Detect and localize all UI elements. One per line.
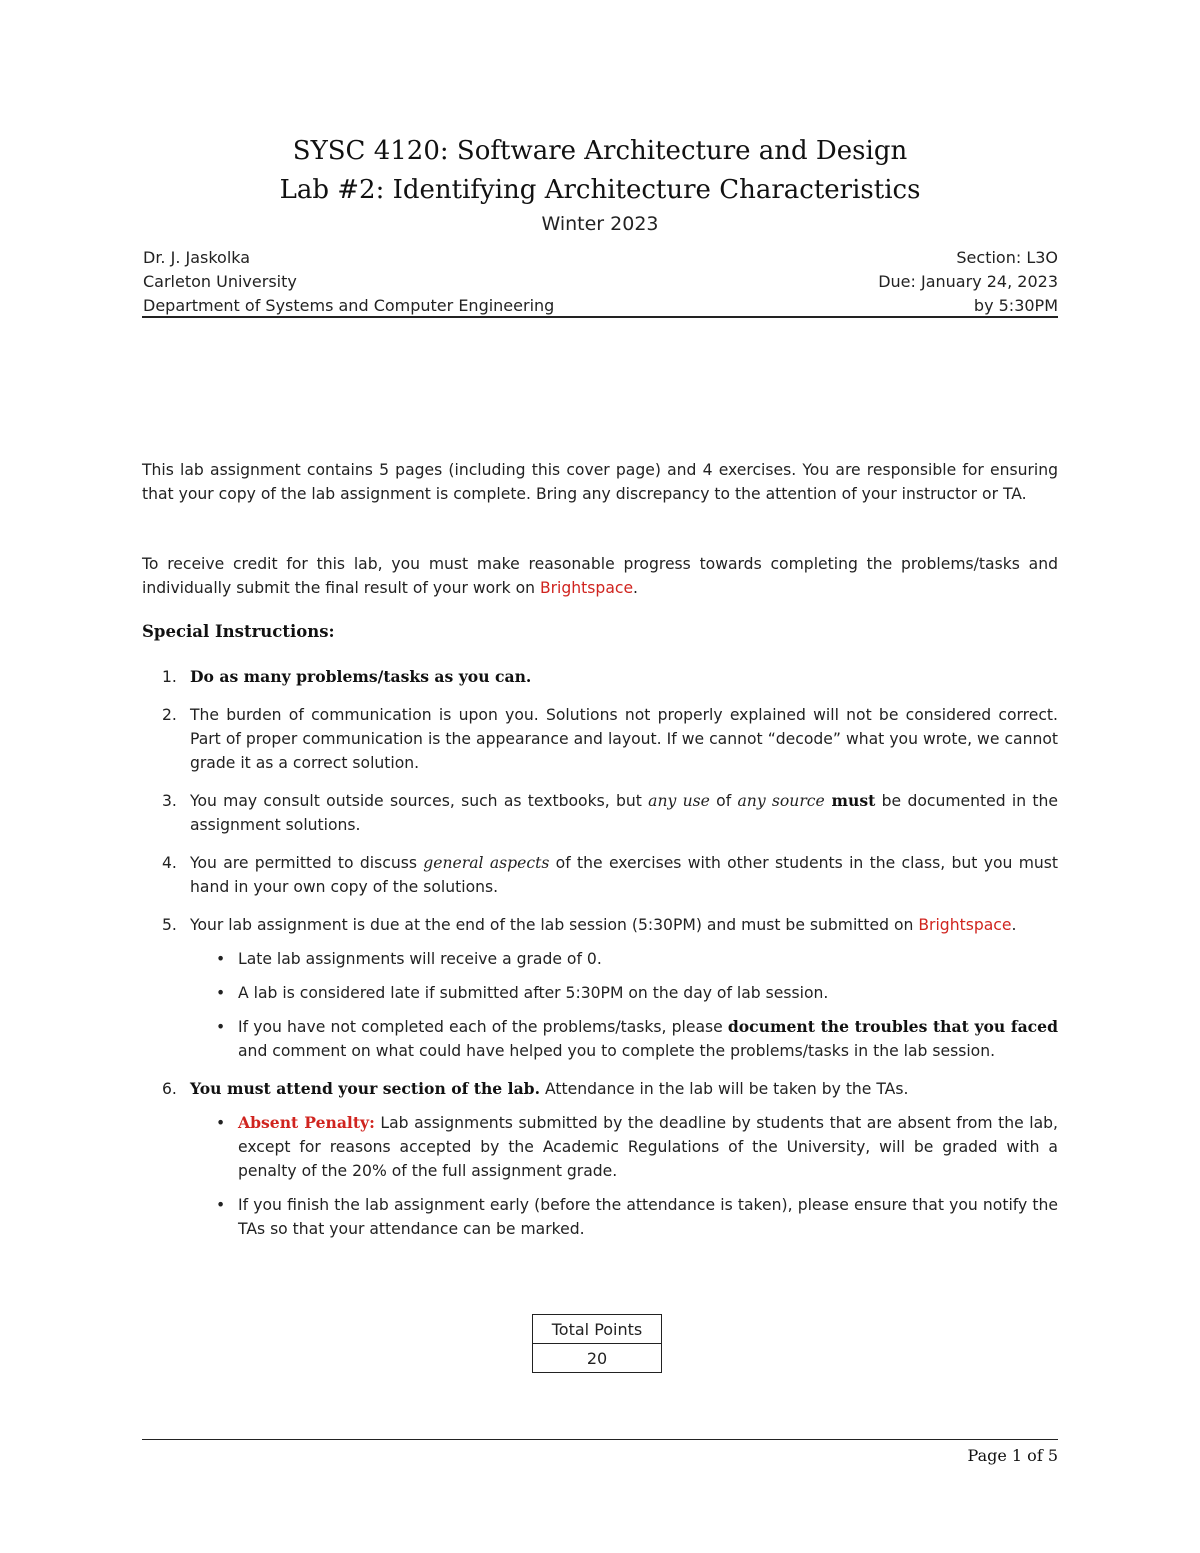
instructor-name: Dr. J. Jaskolka (143, 248, 251, 267)
list-item (142, 913, 1058, 1063)
item-number: 2. (162, 706, 177, 724)
list-item (142, 703, 1058, 775)
instructions-list (142, 665, 1058, 1255)
item-6-sublist (190, 1111, 1058, 1241)
item-3-text-3: be documented in the assignment solutions. (190, 792, 1058, 834)
university-name: Carleton University (143, 272, 297, 291)
section-label: Section: L3O (956, 248, 1058, 267)
item-3-bold: must (824, 791, 876, 810)
total-points-value: 20 (533, 1344, 662, 1373)
due-date: Due: January 24, 2023 (878, 272, 1058, 291)
brightspace-link[interactable]: Brightspace (918, 916, 1012, 934)
item-number: 3. (162, 792, 177, 810)
item-5-text-2: . (1011, 916, 1017, 934)
item-2-text: The burden of communication is upon you. Solutions not properly explained will not be considered correct. Part of proper communication is the appearance and layout. If we cannot “decode” what you wrote, we cannot grade it as a correct solution. (190, 706, 1058, 772)
sub-list-item (190, 1015, 1058, 1063)
sub-item-text-1: If you have not completed each of the problems/tasks, please (238, 1018, 728, 1036)
sub-list-item (190, 947, 1058, 971)
item-5-sublist (190, 947, 1058, 1063)
due-time: by 5:30PM (973, 296, 1058, 315)
list-item (142, 789, 1058, 837)
item-5-text-1: Your lab assignment is due at the end of the lab session (5:30PM) and must be submitted on (190, 916, 919, 934)
department-name: Department of Systems and Computer Engineering (143, 296, 555, 315)
item-1-text: Do as many problems/tasks as you can. (190, 667, 532, 686)
absent-penalty-label: Absent Penalty: (238, 1113, 375, 1132)
list-item (142, 851, 1058, 899)
intro-paragraph-1: This lab assignment contains 5 pages (including this cover page) and 4 exercises. You are responsible for ensuring that your copy of the lab assignment is complete. Bring any discrepancy to the attention of your instructor or TA. (142, 461, 1058, 503)
intro-paragraph-2-end: . (633, 579, 639, 597)
intro-paragraph-2 (142, 552, 1058, 600)
item-number: 1. (162, 668, 177, 686)
brightspace-link[interactable]: Brightspace (539, 579, 634, 597)
bullet-icon: • (216, 1196, 226, 1214)
sub-item-text: A lab is considered late if submitted after 5:30PM on the day of lab session. (238, 984, 829, 1002)
course-title: SYSC 4120: Software Architecture and Design (292, 136, 908, 166)
header-right-block (878, 246, 1058, 318)
item-4-italic: general aspects (423, 854, 550, 872)
lab-title: Lab #2: Identifying Architecture Characteristics (279, 175, 921, 205)
item-3-text-2: of (709, 792, 738, 810)
list-item (142, 665, 1058, 689)
sub-item-text-2: and comment on what could have helped you to complete the problems/tasks in the lab session. (238, 1042, 996, 1060)
sub-item-text: Late lab assignments will receive a grade of 0. (238, 950, 602, 968)
sub-list-item (190, 1111, 1058, 1183)
term: Winter 2023 (541, 213, 659, 235)
item-number: 4. (162, 854, 177, 872)
footer-rule (142, 1439, 1058, 1440)
list-item (142, 1077, 1058, 1241)
bullet-icon: • (216, 1018, 226, 1036)
bullet-icon: • (216, 1114, 226, 1132)
special-instructions-heading: Special Instructions: (142, 622, 335, 641)
page-number: Page 1 of 5 (967, 1446, 1058, 1465)
sub-list-item (190, 981, 1058, 1005)
item-3-italic-2: any source (737, 792, 825, 810)
item-4-text-1: You are permitted to discuss (190, 854, 424, 872)
total-points-header: Total Points (533, 1315, 662, 1344)
header-rule (142, 316, 1058, 318)
bullet-icon: • (216, 984, 226, 1002)
sub-item-text: Lab assignments submitted by the deadline by students that are absent from the lab, except for reasons accepted by the Academic Regulations of the University, will be graded with a penalty of the 20% of the full assignment grade. (238, 1114, 1058, 1180)
sub-item-text: If you finish the lab assignment early (before the attendance is taken), please ensure that you notify the TAs so that your attendance can be marked. (238, 1196, 1058, 1238)
intro-paragraph-2-text: To receive credit for this lab, you must make reasonable progress towards completing the problems/tasks and individually submit the final result of your work on (142, 555, 1058, 597)
item-3-italic-1: any use (648, 792, 710, 810)
item-6-bold: You must attend your section of the lab. (190, 1079, 541, 1098)
item-number: 5. (162, 916, 177, 934)
header-left-block (143, 246, 554, 318)
item-6-text: Attendance in the lab will be taken by the TAs. (540, 1080, 909, 1098)
sub-item-bold: document the troubles that you faced (727, 1017, 1058, 1036)
item-3-text-1: You may consult outside sources, such as textbooks, but (190, 792, 649, 810)
bullet-icon: • (216, 950, 226, 968)
sub-list-item (190, 1193, 1058, 1241)
item-4-text-2: of the exercises with other students in the class, but you must hand in your own copy of the solutions. (190, 854, 1059, 896)
total-points-table (532, 1314, 662, 1373)
item-number: 6. (162, 1080, 177, 1098)
